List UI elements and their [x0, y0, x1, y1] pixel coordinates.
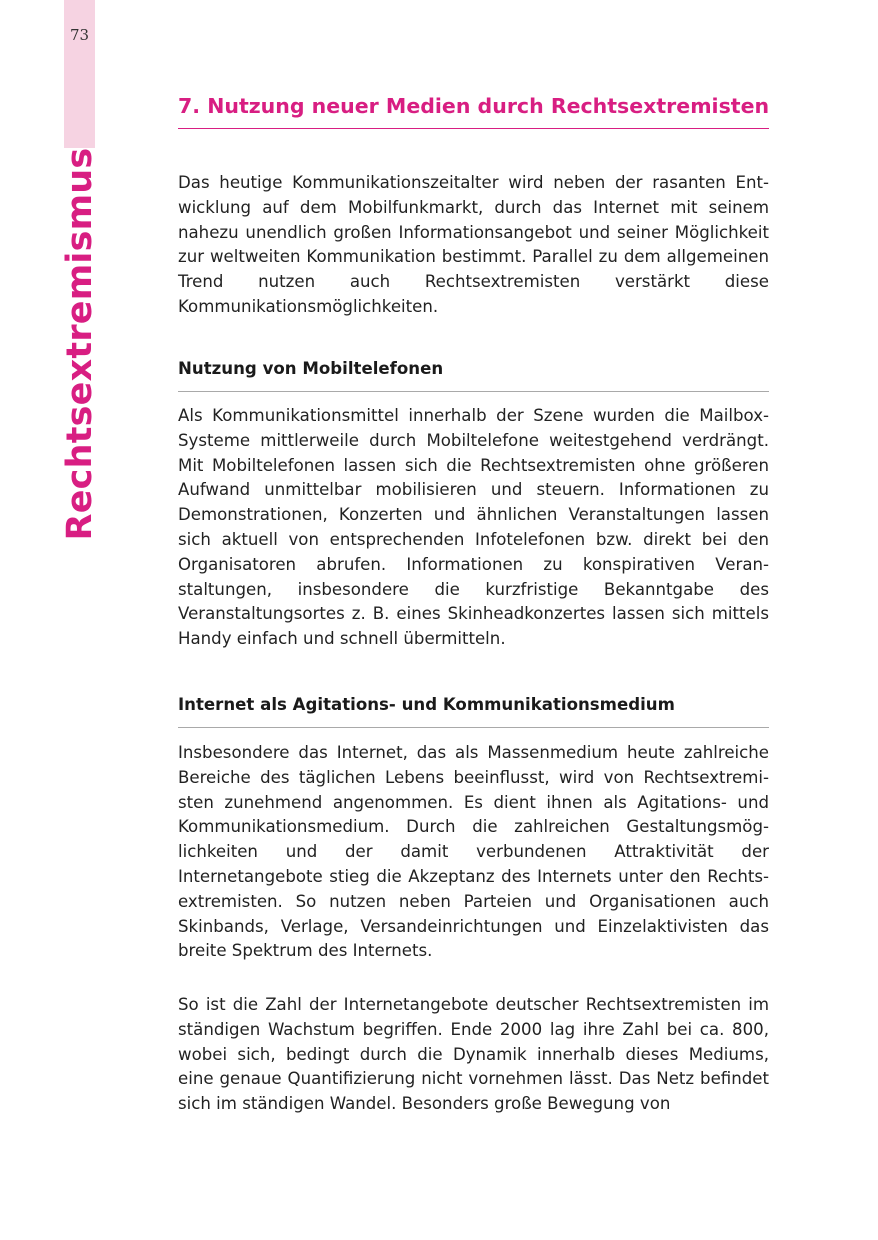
- chapter-title-rule: [178, 128, 769, 129]
- internet-paragraph: So ist die Zahl der Internetangebote deutscher Rechtsextremisten im ständigen Wachstum begriffen. Ende 2000 lag ihre Zahl bei ca. 800, wobei sich, bedingt durch die Dynamik innerhalb dieses Mediums, eine genaue Quantifizierung nicht vornehmen lässt. Das Netz befindet sich im ständigen Wandel. Besonders große Bewegung von: [178, 995, 769, 1114]
- page-number: 73: [69, 26, 90, 44]
- section-side-title: Rechtsextremismus: [60, 147, 100, 541]
- section-heading-mobile-phones: Nutzung von Mobiltelefonen: [178, 359, 444, 378]
- intro-paragraph: Das heutige Kommunikationszeitalter wird neben der rasanten Entwicklung auf dem Mobilfunkmarkt, durch das Internet mit seinem nahezu unendlich großen Informationsangebot und seiner Möglichkeit zur weltweiten Kommunikation bestimmt. Parallel zu dem allgemeinen Trend nutzen auch Rechtsextremisten verstärkt diese Kommunikationsmöglichkeiten.: [178, 173, 769, 316]
- section-heading-rule: [178, 391, 769, 392]
- mobile-phones-paragraph: Als Kommunikationsmittel innerhalb der Szene wurden die Mailbox-Systeme mittlerweile durch Mobiltelefone weitestgehend verdrängt. Mit Mobiltelefonen lassen sich die Rechtsextremisten ohne größeren Aufwand unmittelbar mobilisieren und steuern. Informationen zu Demonstrationen, Konzerten und ähnlichen Veranstaltungen lassen sich aktuell von entsprechenden Infotelefonen bzw. direkt bei den Organisatoren abrufen. Informationen zu konspirativen Veranstaltungen, insbesondere die kurzfristige Bekanntgabe des Veranstaltungsortes z. B. eines Skinheadkonzertes lassen sich mittels Handy einfach und schnell übermitteln.: [178, 406, 769, 649]
- internet-paragraph: Insbesondere das Internet, das als Massenmedium heute zahlreiche Bereiche des täglichen Lebens beeinflusst, wird von Rechtsextremisten zunehmend angenommen. Es dient ihnen als Agitations- und Kommunikationsmedium. Durch die zahlreichen Gestaltungsmöglichkeiten und der damit verbundenen Attraktivität der Internetangebote stieg die Akzeptanz des Internets unter den Rechtsextremisten. So nutzen neben Parteien und Organisationen auch Skinbands, Verlage, Versandeinrichtungen und Einzelaktivisten das breite Spektrum des Internets.: [178, 743, 769, 961]
- section-heading-internet: Internet als Agitations- und Kommunikationsmedium: [178, 695, 675, 714]
- chapter-title: 7. Nutzung neuer Medien durch Rechtsextremisten: [178, 94, 770, 118]
- section-tab-background: [64, 0, 95, 148]
- section-heading-rule: [178, 727, 769, 728]
